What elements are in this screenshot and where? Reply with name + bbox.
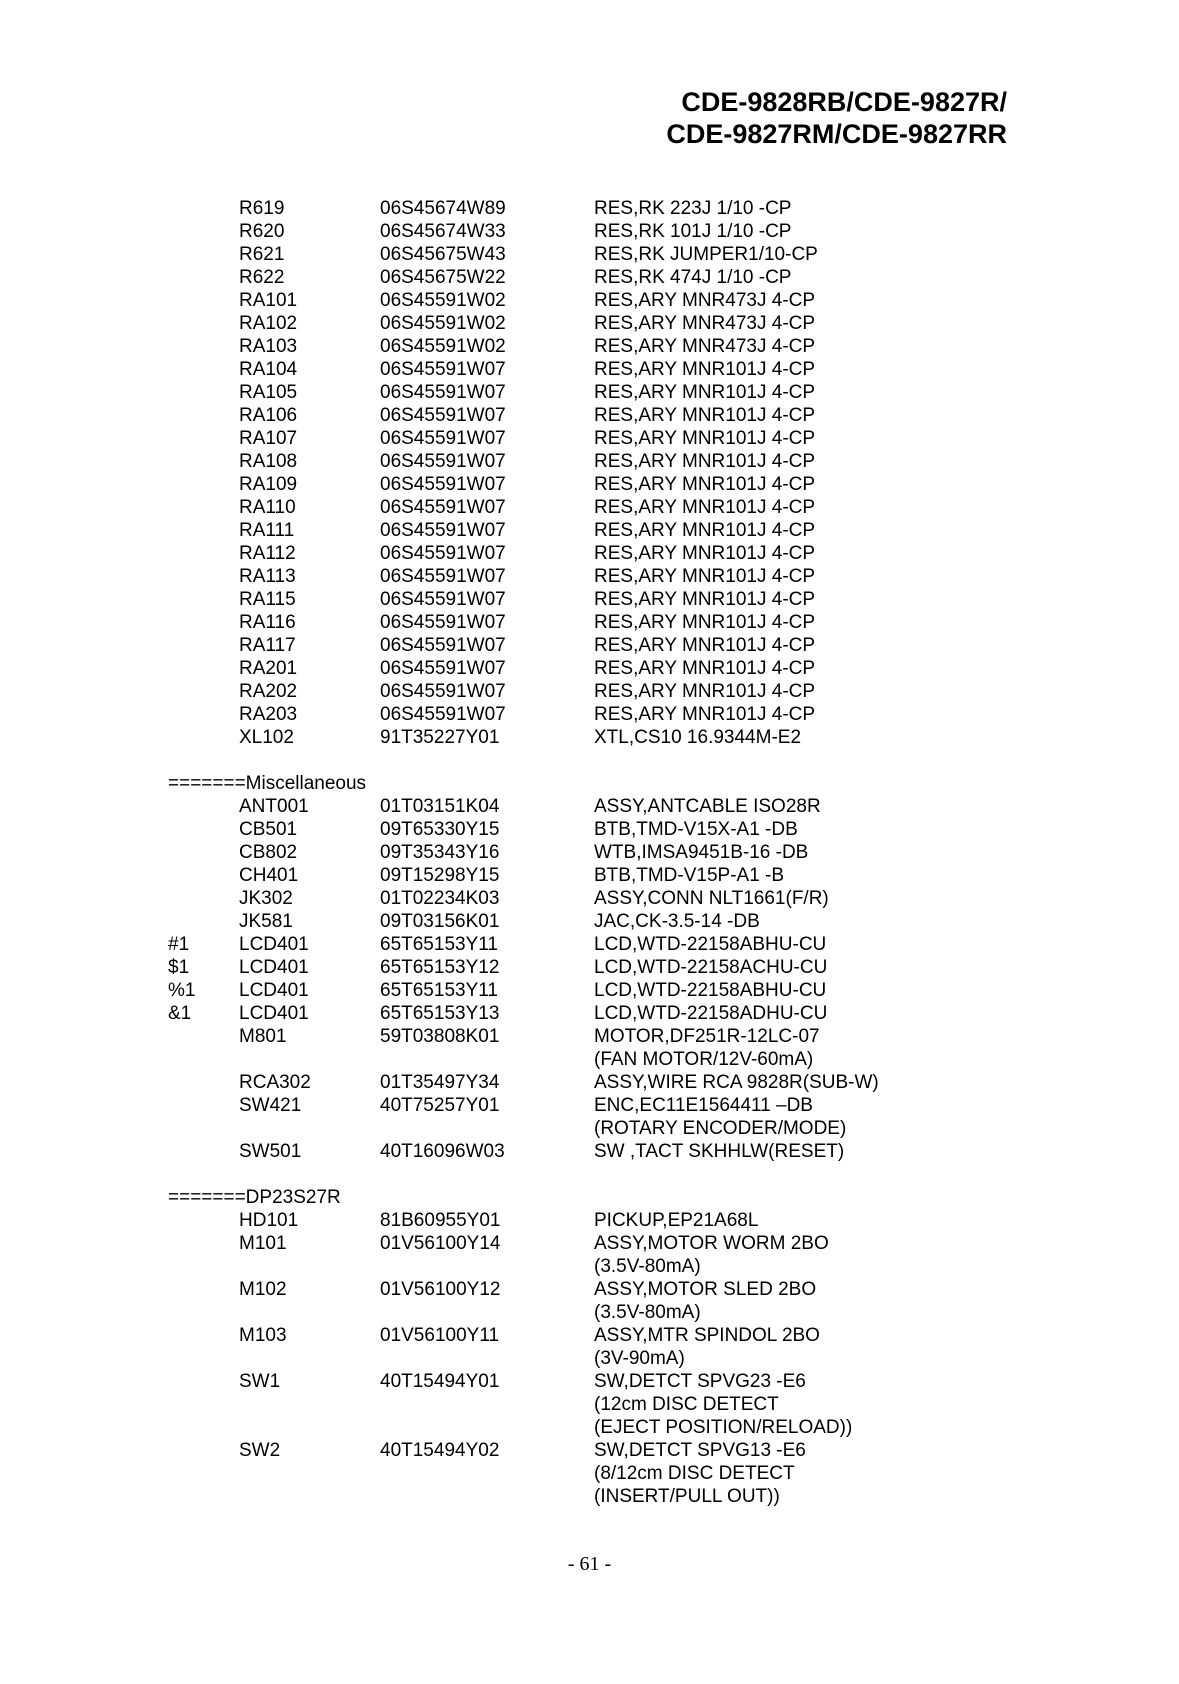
part-description: SW ,TACT SKHHLW(RESET) — [594, 1141, 845, 1162]
part-description: RES,ARY MNR101J 4-CP — [594, 681, 816, 702]
part-description: RES,ARY MNR101J 4-CP — [594, 589, 816, 610]
parts-row — [0, 220, 1179, 243]
ref-designator: M101 — [239, 1233, 287, 1254]
part-description: RES,ARY MNR101J 4-CP — [594, 359, 816, 380]
parts-row — [0, 404, 1179, 427]
parts-row — [0, 335, 1179, 358]
parts-row — [0, 1255, 1179, 1278]
part-number: 06S45591W07 — [380, 497, 506, 518]
parts-row — [0, 1140, 1179, 1163]
ref-designator: RA201 — [239, 658, 298, 679]
part-description: XTL,CS10 16.9344M-E2 — [594, 727, 802, 748]
parts-row — [0, 1002, 1179, 1025]
parts-row — [0, 1370, 1179, 1393]
ref-designator: CB802 — [239, 842, 298, 863]
part-number: 06S45591W07 — [380, 474, 506, 495]
section-heading — [0, 1186, 1179, 1209]
part-description: RES,ARY MNR101J 4-CP — [594, 497, 816, 518]
part-description: (EJECT POSITION/RELOAD)) — [594, 1417, 853, 1438]
ref-designator: RA106 — [239, 405, 298, 426]
part-description: ENC,EC11E1564411 –DB — [594, 1095, 813, 1116]
part-description: (ROTARY ENCODER/MODE) — [594, 1118, 847, 1139]
parts-row — [0, 243, 1179, 266]
part-number: 06S45591W02 — [380, 336, 506, 357]
ref-designator: M102 — [239, 1279, 287, 1300]
parts-row — [0, 473, 1179, 496]
parts-row — [0, 381, 1179, 404]
parts-row — [0, 427, 1179, 450]
parts-row — [0, 1301, 1179, 1324]
part-number: 06S45591W07 — [380, 681, 506, 702]
part-description: ASSY,CONN NLT1661(F/R) — [594, 888, 829, 909]
section-label: =======Miscellaneous — [168, 773, 367, 794]
part-number: 01T35497Y34 — [380, 1072, 500, 1093]
part-description: RES,ARY MNR101J 4-CP — [594, 382, 816, 403]
part-number: 40T15494Y01 — [380, 1371, 500, 1392]
part-description: BTB,TMD-V15P-A1 -B — [594, 865, 785, 886]
part-number: 65T65153Y11 — [380, 934, 498, 955]
ref-designator: LCD401 — [239, 1003, 309, 1024]
section-label: =======DP23S27R — [168, 1187, 341, 1208]
parts-row — [0, 956, 1179, 979]
ref-designator: LCD401 — [239, 957, 309, 978]
part-description: RES,ARY MNR101J 4-CP — [594, 428, 816, 449]
part-description: (8/12cm DISC DETECT — [594, 1463, 795, 1484]
part-description: ASSY,WIRE RCA 9828R(SUB-W) — [594, 1072, 879, 1093]
part-number: 06S45591W07 — [380, 382, 506, 403]
ref-designator: ANT001 — [239, 796, 309, 817]
parts-row — [0, 634, 1179, 657]
parts-row — [0, 1324, 1179, 1347]
part-description: RES,ARY MNR473J 4-CP — [594, 313, 816, 334]
ref-designator: RA108 — [239, 451, 298, 472]
part-description: PICKUP,EP21A68L — [594, 1210, 759, 1231]
part-description: (INSERT/PULL OUT)) — [594, 1486, 780, 1507]
part-description: ASSY,MTR SPINDOL 2BO — [594, 1325, 820, 1346]
part-number: 65T65153Y13 — [380, 1003, 500, 1024]
ref-designator: M801 — [239, 1026, 287, 1047]
parts-row — [0, 1071, 1179, 1094]
parts-row — [0, 1485, 1179, 1508]
part-description: RES,RK 223J 1/10 -CP — [594, 198, 792, 219]
parts-row — [0, 1439, 1179, 1462]
part-number: 06S45591W07 — [380, 635, 506, 656]
parts-row — [0, 565, 1179, 588]
document-header — [666, 86, 1007, 150]
parts-row — [0, 680, 1179, 703]
part-description: RES,ARY MNR101J 4-CP — [594, 543, 816, 564]
destination-mark: $1 — [168, 957, 190, 978]
part-number: 06S45591W02 — [380, 290, 506, 311]
parts-row — [0, 933, 1179, 956]
ref-designator: RA102 — [239, 313, 298, 334]
ref-designator: RA111 — [239, 520, 295, 541]
parts-row — [0, 611, 1179, 634]
parts-row — [0, 358, 1179, 381]
part-number: 06S45675W43 — [380, 244, 506, 265]
destination-mark: &1 — [168, 1003, 192, 1024]
parts-row — [0, 910, 1179, 933]
parts-row — [0, 864, 1179, 887]
ref-designator: SW1 — [239, 1371, 281, 1392]
ref-designator: HD101 — [239, 1210, 299, 1231]
part-description: RES,ARY MNR101J 4-CP — [594, 612, 816, 633]
parts-list — [0, 197, 1179, 1508]
part-number: 01V56100Y11 — [380, 1325, 500, 1346]
part-description: LCD,WTD-22158ADHU-CU — [594, 1003, 828, 1024]
part-description: (FAN MOTOR/12V-60mA) — [594, 1049, 814, 1070]
header-title-line-1: CDE-9828RB/CDE-9827R/ — [681, 87, 1007, 117]
part-number: 06S45591W07 — [380, 428, 506, 449]
parts-row — [0, 979, 1179, 1002]
ref-designator: RA203 — [239, 704, 298, 725]
parts-row — [0, 197, 1179, 220]
ref-designator: RCA302 — [239, 1072, 311, 1093]
parts-row — [0, 496, 1179, 519]
parts-row — [0, 1416, 1179, 1439]
part-number: 06S45591W07 — [380, 405, 506, 426]
ref-designator: RA110 — [239, 497, 296, 518]
parts-row — [0, 657, 1179, 680]
part-number: 06S45591W07 — [380, 589, 506, 610]
ref-designator: RA117 — [239, 635, 296, 656]
ref-designator: RA116 — [239, 612, 296, 633]
parts-row — [0, 703, 1179, 726]
part-description: LCD,WTD-22158ABHU-CU — [594, 934, 827, 955]
part-description: (3.5V-80mA) — [594, 1302, 701, 1323]
part-description: (12cm DISC DETECT — [594, 1394, 779, 1415]
part-number: 59T03808K01 — [380, 1026, 500, 1047]
part-number: 40T75257Y01 — [380, 1095, 500, 1116]
header-title-line-2: CDE-9827RM/CDE-9827RR — [666, 119, 1007, 149]
part-number: 06S45591W02 — [380, 313, 506, 334]
ref-designator: R622 — [239, 267, 285, 288]
part-number: 06S45674W89 — [380, 198, 506, 219]
part-number: 06S45591W07 — [380, 704, 506, 725]
part-description: ASSY,ANTCABLE ISO28R — [594, 796, 821, 817]
parts-row — [0, 450, 1179, 473]
parts-row — [0, 542, 1179, 565]
parts-row — [0, 588, 1179, 611]
parts-row — [0, 1393, 1179, 1416]
destination-mark: %1 — [168, 980, 196, 1001]
parts-row — [0, 1094, 1179, 1117]
ref-designator: RA112 — [239, 543, 296, 564]
part-description: (3V-90mA) — [594, 1348, 685, 1369]
part-number: 06S45591W07 — [380, 543, 506, 564]
part-number: 65T65153Y11 — [380, 980, 498, 1001]
part-description: RES,ARY MNR101J 4-CP — [594, 520, 816, 541]
parts-row — [0, 312, 1179, 335]
ref-designator: RA105 — [239, 382, 298, 403]
part-description: SW,DETCT SPVG23 -E6 — [594, 1371, 806, 1392]
ref-designator: RA103 — [239, 336, 298, 357]
part-number: 06S45675W22 — [380, 267, 506, 288]
ref-designator: RA115 — [239, 589, 296, 610]
parts-row — [0, 1117, 1179, 1140]
section-heading — [0, 772, 1179, 795]
part-description: RES,ARY MNR473J 4-CP — [594, 336, 816, 357]
part-description: BTB,TMD-V15X-A1 -DB — [594, 819, 798, 840]
part-number: 06S45591W07 — [380, 566, 506, 587]
parts-row — [0, 289, 1179, 312]
destination-mark: #1 — [168, 934, 190, 955]
parts-row — [0, 841, 1179, 864]
ref-designator: XL102 — [239, 727, 294, 748]
ref-designator: RA107 — [239, 428, 298, 449]
parts-row — [0, 1209, 1179, 1232]
part-number: 01T03151K04 — [380, 796, 500, 817]
part-description: RES,ARY MNR101J 4-CP — [594, 474, 816, 495]
part-description: ASSY,MOTOR SLED 2BO — [594, 1279, 817, 1300]
ref-designator: R619 — [239, 198, 285, 219]
blank-line — [0, 749, 1179, 772]
parts-row — [0, 266, 1179, 289]
part-number: 91T35227Y01 — [380, 727, 500, 748]
ref-designator: SW421 — [239, 1095, 302, 1116]
ref-designator: RA109 — [239, 474, 298, 495]
parts-row — [0, 726, 1179, 749]
page-number: - 61 - — [567, 1553, 612, 1575]
part-description: LCD,WTD-22158ACHU-CU — [594, 957, 828, 978]
ref-designator: RA104 — [239, 359, 298, 380]
part-number: 40T16096W03 — [380, 1141, 505, 1162]
part-description: RES,RK JUMPER1/10-CP — [594, 244, 818, 265]
part-description: RES,ARY MNR473J 4-CP — [594, 290, 816, 311]
ref-designator: CB501 — [239, 819, 298, 840]
parts-row — [0, 795, 1179, 818]
ref-designator: SW2 — [239, 1440, 281, 1461]
parts-row — [0, 1048, 1179, 1071]
ref-designator: RA101 — [239, 290, 298, 311]
part-description: RES,ARY MNR101J 4-CP — [594, 658, 816, 679]
part-number: 06S45591W07 — [380, 658, 506, 679]
part-description: RES,ARY MNR101J 4-CP — [594, 405, 816, 426]
parts-row — [0, 887, 1179, 910]
part-description: SW,DETCT SPVG13 -E6 — [594, 1440, 806, 1461]
ref-designator: JK581 — [239, 911, 293, 932]
part-number: 06S45591W07 — [380, 451, 506, 472]
part-number: 09T35343Y16 — [380, 842, 500, 863]
part-description: MOTOR,DF251R-12LC-07 — [594, 1026, 820, 1047]
part-number: 40T15494Y02 — [380, 1440, 500, 1461]
ref-designator: R621 — [239, 244, 285, 265]
part-number: 65T65153Y12 — [380, 957, 500, 978]
part-number: 06S45591W07 — [380, 612, 506, 633]
parts-row — [0, 1232, 1179, 1255]
ref-designator: M103 — [239, 1325, 287, 1346]
part-number: 09T15298Y15 — [380, 865, 500, 886]
parts-row — [0, 1025, 1179, 1048]
part-number: 01V56100Y12 — [380, 1279, 501, 1300]
part-description: JAC,CK-3.5-14 -DB — [594, 911, 760, 932]
part-number: 09T03156K01 — [380, 911, 500, 932]
parts-row — [0, 1347, 1179, 1370]
part-number: 01V56100Y14 — [380, 1233, 501, 1254]
part-number: 06S45591W07 — [380, 520, 506, 541]
parts-row — [0, 818, 1179, 841]
part-description: (3.5V-80mA) — [594, 1256, 701, 1277]
ref-designator: RA202 — [239, 681, 298, 702]
ref-designator: JK302 — [239, 888, 293, 909]
ref-designator: R620 — [239, 221, 285, 242]
part-description: RES,ARY MNR101J 4-CP — [594, 704, 816, 725]
parts-row — [0, 519, 1179, 542]
blank-line — [0, 1163, 1179, 1186]
ref-designator: SW501 — [239, 1141, 302, 1162]
ref-designator: RA113 — [239, 566, 296, 587]
ref-designator: LCD401 — [239, 934, 309, 955]
part-description: RES,RK 474J 1/10 -CP — [594, 267, 792, 288]
part-number: 81B60955Y01 — [380, 1210, 501, 1231]
part-number: 06S45591W07 — [380, 359, 506, 380]
parts-row — [0, 1278, 1179, 1301]
part-description: RES,RK 101J 1/10 -CP — [594, 221, 792, 242]
part-number: 01T02234K03 — [380, 888, 500, 909]
part-description: RES,ARY MNR101J 4-CP — [594, 635, 816, 656]
part-number: 06S45674W33 — [380, 221, 506, 242]
part-number: 09T65330Y15 — [380, 819, 500, 840]
part-description: WTB,IMSA9451B-16 -DB — [594, 842, 809, 863]
ref-designator: LCD401 — [239, 980, 309, 1001]
parts-row — [0, 1462, 1179, 1485]
ref-designator: CH401 — [239, 865, 299, 886]
part-description: ASSY,MOTOR WORM 2BO — [594, 1233, 829, 1254]
part-description: RES,ARY MNR101J 4-CP — [594, 566, 816, 587]
part-description: RES,ARY MNR101J 4-CP — [594, 451, 816, 472]
part-description: LCD,WTD-22158ABHU-CU — [594, 980, 827, 1001]
